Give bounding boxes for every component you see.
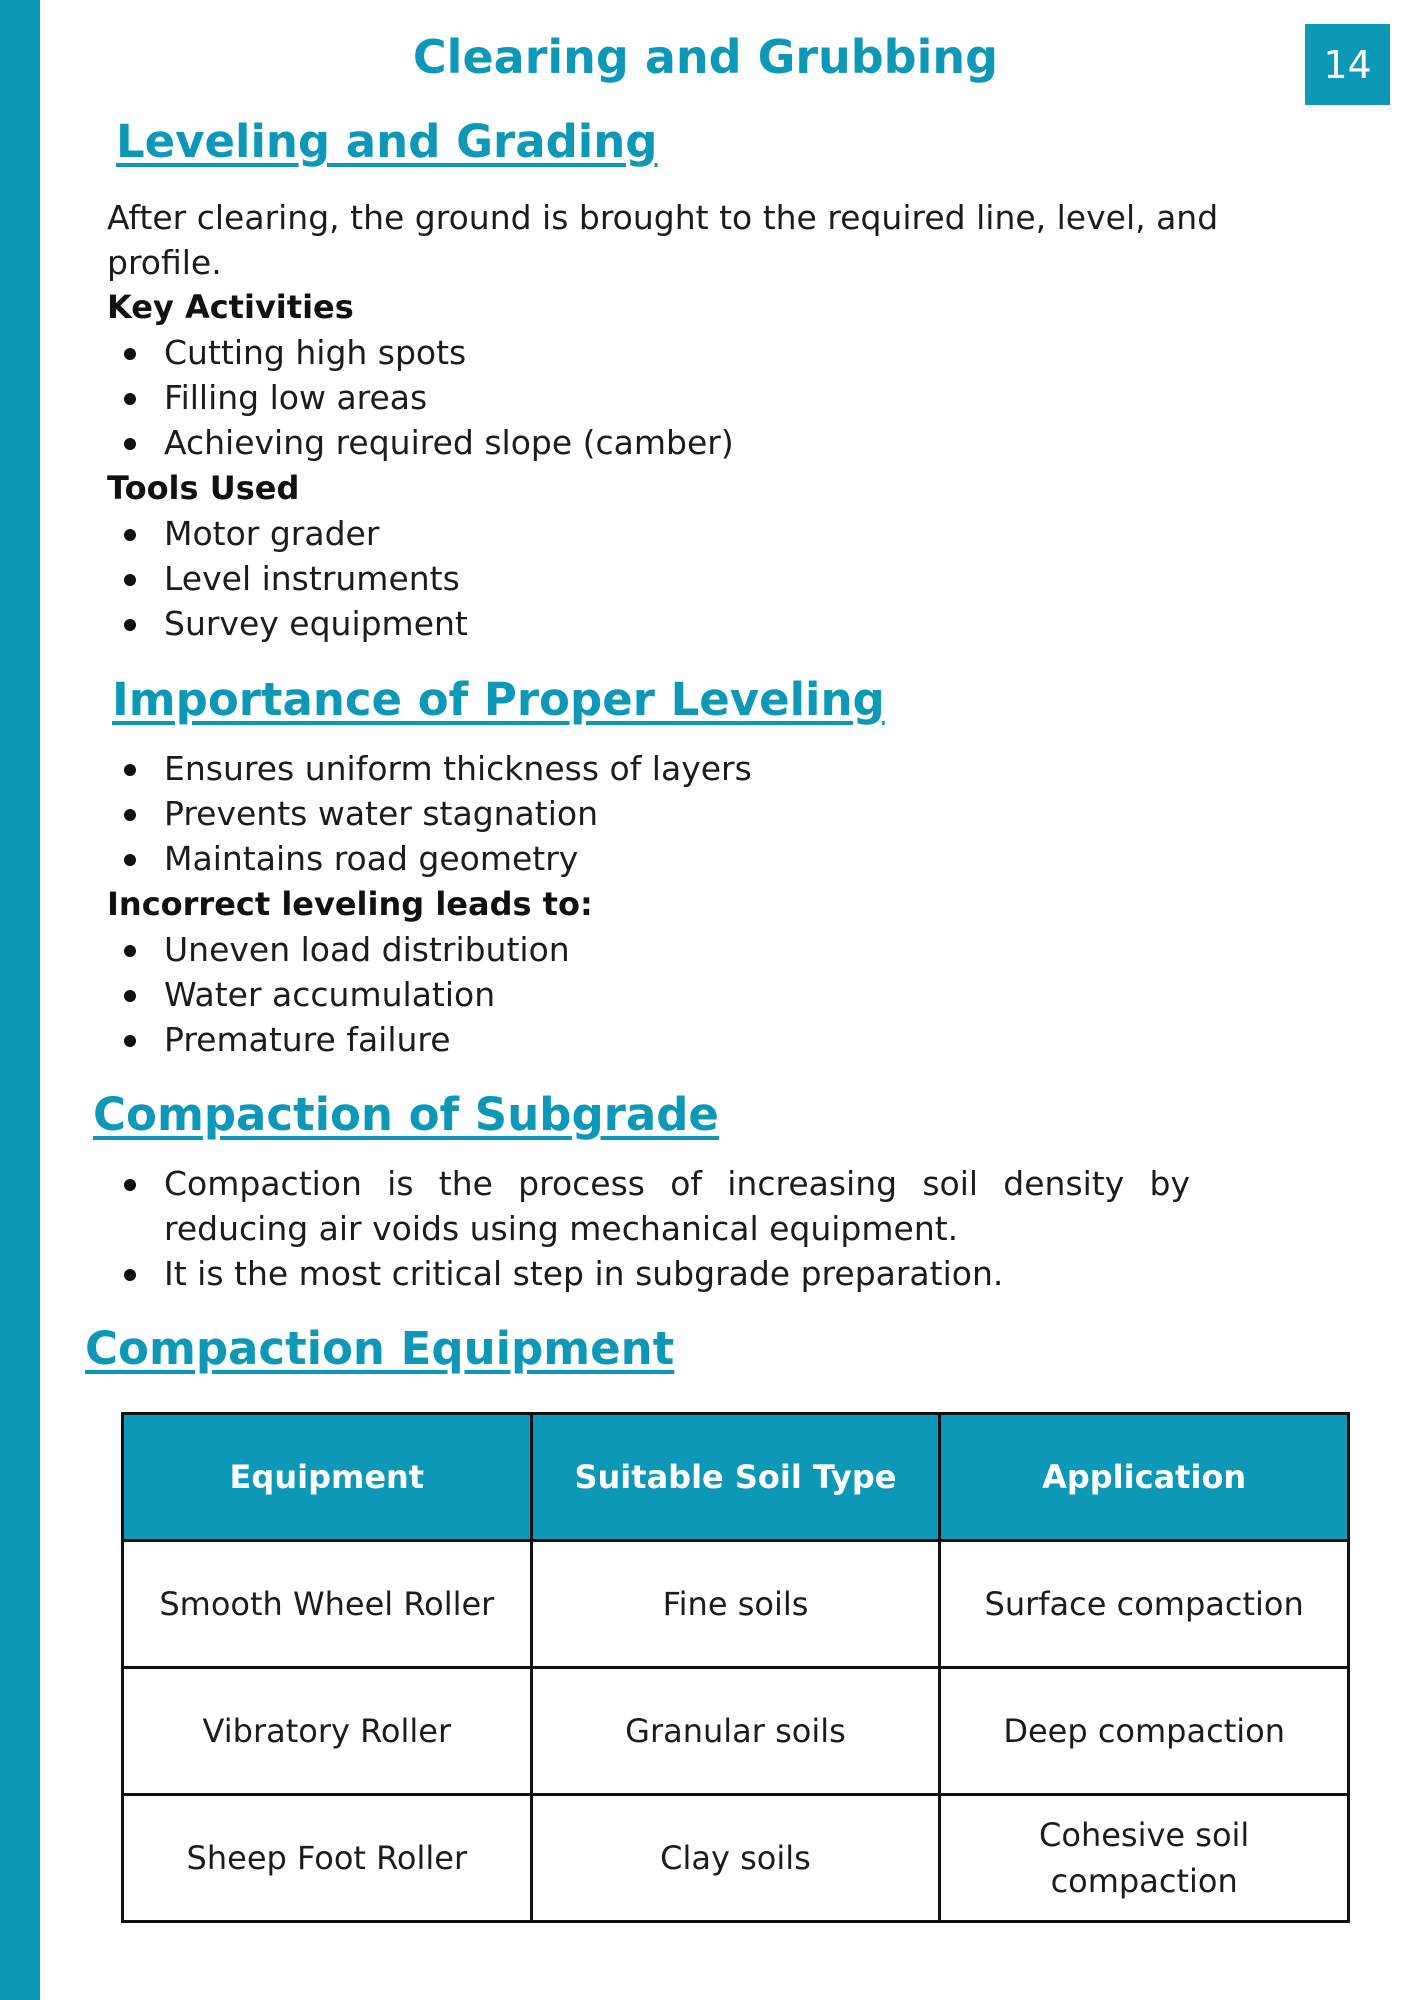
tools-used-list [108, 511, 468, 646]
key-activities-label: Key Activities [107, 288, 354, 326]
table-cell: Granular soils [531, 1668, 940, 1795]
section-heading-compaction: Compaction of Subgrade [93, 1088, 719, 1141]
table-cell: Sheep Foot Roller [123, 1795, 532, 1922]
list-item: Achieving required slope (camber) [108, 420, 734, 465]
table-row [123, 1795, 1349, 1922]
table-row [123, 1541, 1349, 1668]
table-cell: Fine soils [531, 1541, 940, 1668]
list-item: Uneven load distribution [108, 927, 570, 972]
table-cell: Cohesive soil compaction [940, 1795, 1349, 1922]
table-cell: Vibratory Roller [123, 1668, 532, 1795]
compaction-list [108, 1161, 1190, 1296]
table-row [123, 1668, 1349, 1795]
table-cell: Surface compaction [940, 1541, 1349, 1668]
page-title: Clearing and Grubbing [412, 30, 999, 84]
list-item: Cutting high spots [108, 330, 734, 375]
section-heading-importance: Importance of Proper Leveling [112, 673, 885, 726]
column-header: Equipment [123, 1414, 532, 1541]
table-header-row [123, 1414, 1349, 1541]
table-cell: Deep compaction [940, 1668, 1349, 1795]
page-number: 14 [1323, 42, 1372, 87]
incorrect-leveling-label: Incorrect leveling leads to: [107, 885, 593, 923]
section-heading-equipment: Compaction Equipment [85, 1322, 675, 1375]
list-item: Water accumulation [108, 972, 570, 1017]
list-item: It is the most critical step in subgrade preparation. [108, 1251, 1190, 1296]
list-item: Filling low areas [108, 375, 734, 420]
key-activities-list [108, 330, 734, 465]
list-item: Prevents water stagnation [108, 791, 752, 836]
list-item: Level instruments [108, 556, 468, 601]
list-item: Compaction is the process of increasing soil density by reducing air voids using mechanical equipment. [108, 1161, 1190, 1251]
column-header: Suitable Soil Type [531, 1414, 940, 1541]
list-item: Survey equipment [108, 601, 468, 646]
tools-used-label: Tools Used [107, 469, 300, 507]
importance-list [108, 746, 752, 881]
leveling-intro: After clearing, the ground is brought to the required line, level, and profile. [107, 198, 1219, 282]
list-item: Premature failure [108, 1017, 570, 1062]
list-item: Maintains road geometry [108, 836, 752, 881]
side-accent-bar [0, 0, 40, 2000]
list-item: Motor grader [108, 511, 468, 556]
section-heading-leveling: Leveling and Grading [116, 115, 658, 168]
compaction-equipment-table [121, 1412, 1350, 1923]
table-cell: Clay soils [531, 1795, 940, 1922]
list-item: Ensures uniform thickness of layers [108, 746, 752, 791]
incorrect-leveling-list [108, 927, 570, 1062]
table-cell: Smooth Wheel Roller [123, 1541, 532, 1668]
column-header: Application [940, 1414, 1349, 1541]
